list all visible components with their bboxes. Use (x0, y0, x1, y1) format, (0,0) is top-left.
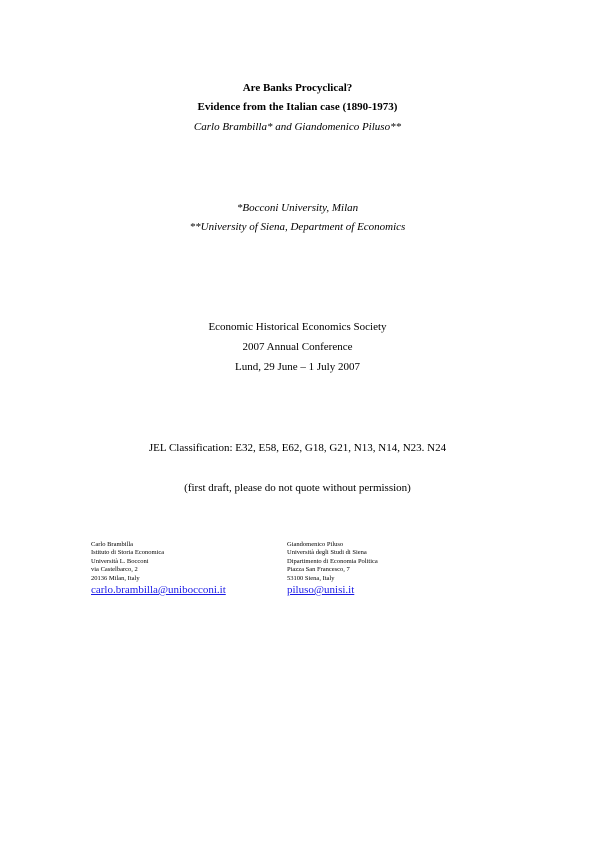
affiliation-second: **University of Siena, Department of Economics (189, 221, 406, 233)
contact-street: via Castelbarco, 2 (91, 566, 138, 574)
contact-street: Piazza San Francesco, 7 (287, 566, 350, 574)
contact-email-link[interactable]: piluso@unisi.it (287, 583, 355, 596)
paper-authors: Carlo Brambilla* and Giandomenico Piluso** (193, 121, 402, 133)
contact-block-first (91, 541, 226, 597)
paper-title-line2: Evidence from the Italian case (1890-1973) (197, 101, 398, 113)
contact-name: Carlo Brambilla (91, 541, 134, 548)
contact-email-link[interactable]: carlo.brambilla@unibocconi.it (91, 583, 226, 596)
affiliation-first: *Bocconi University, Milan (236, 202, 359, 214)
contact-name: Giandomenico Piluso (287, 541, 344, 548)
contact-university: Università L. Bocconi (91, 557, 149, 565)
contact-city: 20136 Milan, Italy (91, 574, 140, 582)
paper-title-line1: Are Banks Procyclical? (242, 82, 353, 94)
contact-university: Dipartimento di Economia Politica (287, 557, 378, 565)
conference-event: 2007 Annual Conference (242, 341, 353, 353)
draft-note: (first draft, please do not quote without permission) (184, 482, 411, 494)
contact-institute: Università degli Studi di Siena (287, 549, 367, 557)
conference-place-date: Lund, 29 June – 1 July 2007 (235, 361, 360, 373)
contact-city: 53100 Siena, Italy (287, 574, 335, 582)
contact-block-second (287, 541, 378, 597)
jel-classification: JEL Classification: E32, E58, E62, G18, G21, N13, N14, N23. N24 (148, 442, 447, 454)
conference-society: Economic Historical Economics Society (208, 321, 387, 333)
contact-institute: Istituto di Storia Economica (91, 549, 165, 557)
